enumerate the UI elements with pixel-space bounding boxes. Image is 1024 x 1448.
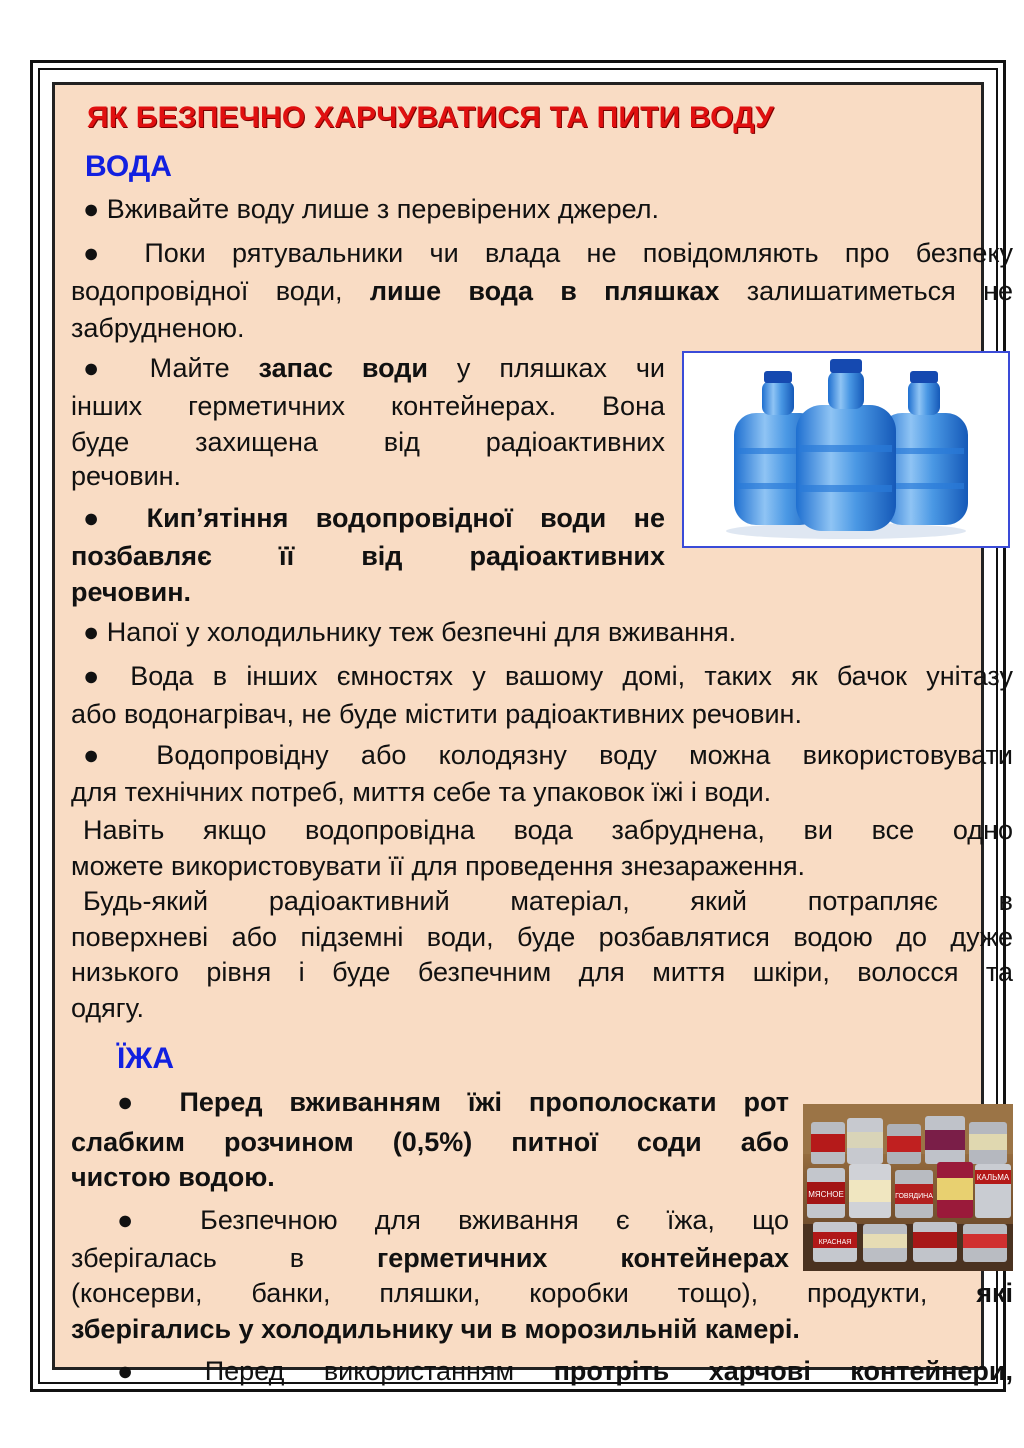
water-p3-line3: буде захищена від радіоактивних xyxy=(71,427,665,457)
can-label-1: МЯСНОЕ xyxy=(808,1190,844,1199)
page-frame-outer xyxy=(30,60,1014,1392)
food-p1-line2: слабким розчином (0,5%) питної соди або xyxy=(71,1127,789,1157)
water-bottles-icon xyxy=(684,353,1008,546)
can-label-3: ГОВЯДИНА xyxy=(895,1193,933,1200)
canned-food-image xyxy=(803,1104,1013,1271)
water-p4-line3: речовин. xyxy=(71,577,192,607)
canned-food-icon xyxy=(803,1104,1013,1271)
food-p2-line3: (консерви, банки, пляшки, коробки тощо), продукти, які xyxy=(71,1278,1013,1308)
water-p7-line1: ● Водопровідну або колодязну воду можна використовувати xyxy=(83,740,1013,770)
food-p1-line3: чистою водою. xyxy=(71,1162,275,1192)
water-p9-line3: низького рівня і буде безпечним для миття шкіри, волосся та xyxy=(71,957,1013,987)
can-label-2: КАЛЬМА xyxy=(976,1173,1010,1182)
water-p9-line4: одягу. xyxy=(71,993,144,1023)
water-p6-line2: або водонагрівач, не буде містити радіоактивних речовин. xyxy=(71,699,802,729)
page-frame-inner xyxy=(38,68,1014,1386)
page-title: ЯК БЕЗПЕЧНО ХАРЧУВАТИСЯ ТА ПИТИ ВОДУ xyxy=(87,101,775,134)
food-p2-line2: зберігалась в герметичних контейнерах xyxy=(71,1243,789,1273)
food-p1-line1: ● Перед вживанням їжі прополоскати рот xyxy=(117,1087,789,1117)
food-p3-line1: ● Перед використанням протріть харчові контейнери, xyxy=(117,1356,1013,1386)
water-p3-line4: речовин. xyxy=(71,461,182,491)
water-p6-line1: ● Вода в інших ємностях у вашому домі, таких як бачок унітазу xyxy=(83,661,1013,691)
water-p2-line2: водопровідної води, лише вода в пляшках залишатиметься не xyxy=(71,276,1014,306)
can-label-4: КРАСНАЯ xyxy=(818,1239,852,1246)
food-p2-line4: зберігались у холодильнику чи в морозильній камері. xyxy=(71,1314,800,1344)
content-panel xyxy=(52,82,1014,1386)
water-heading: ВОДА xyxy=(85,150,172,183)
water-p9-line2: поверхневі або підземні води, буде розбавлятися водою до дуже xyxy=(71,922,1013,952)
water-p2-line1: ● Поки рятувальники чи влада не повідомляють про безпеку xyxy=(83,238,1013,268)
water-p5: ● Напої у холодильнику теж безпечні для вживання. xyxy=(83,617,737,647)
water-p1: ● Вживайте воду лише з перевірених джерел. xyxy=(83,194,660,224)
food-heading: ЇЖА xyxy=(117,1042,175,1075)
water-p4-line2: позбавляє її від радіоактивних xyxy=(71,541,665,571)
water-p8-line2: можете використовувати її для проведення знезараження. xyxy=(71,851,806,881)
water-p9-line1: Будь-який радіоактивний матеріал, який потрапляє в xyxy=(83,886,1013,916)
water-p2-line3: забрудненою. xyxy=(71,313,245,343)
water-bottles-image xyxy=(682,351,1010,548)
water-p3-line2: інших герметичних контейнерах. Вона xyxy=(71,391,665,421)
water-p8-line1: Навіть якщо водопровідна вода забруднена, ви все одно xyxy=(83,815,1013,845)
water-p3-line1: ● Майте запас води у пляшках чи xyxy=(83,353,665,383)
water-p7-line2: для технічних потреб, миття себе та упаковок їжі і води. xyxy=(71,777,772,807)
water-p4-line1: ● Кип’ятіння водопровідної води не xyxy=(83,503,665,533)
food-p2-line1: ● Безпечною для вживання є їжа, що xyxy=(117,1205,789,1235)
